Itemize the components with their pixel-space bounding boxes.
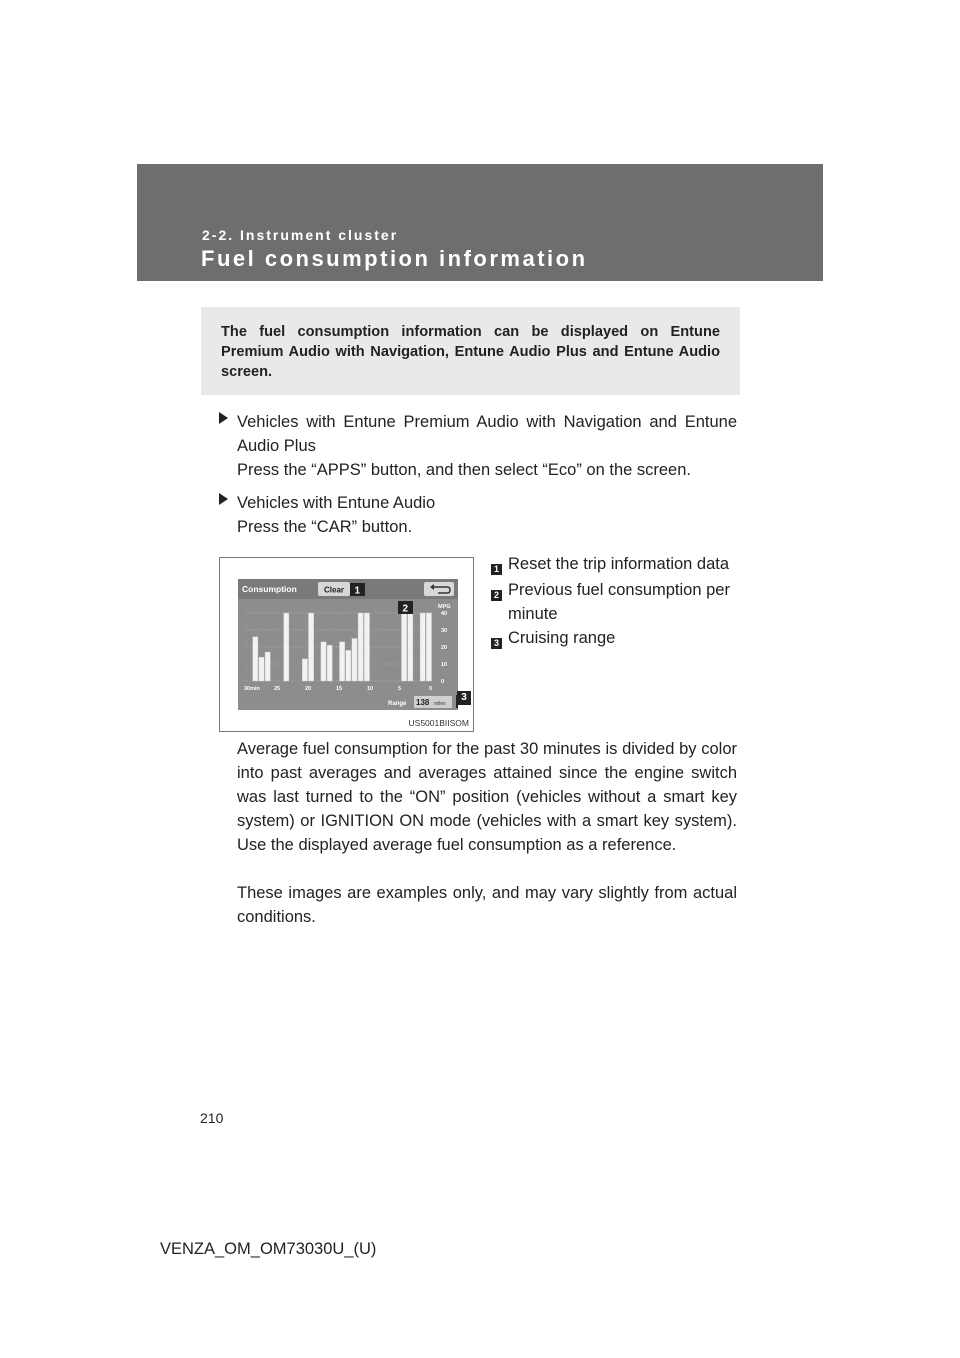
intro-box: The fuel consumption information can be displayed on Entune Premium Audio with Navigation, Entune Audio Plus and Entune Audio screen. bbox=[201, 307, 740, 395]
page-number: 210 bbox=[200, 1110, 224, 1126]
clear-button-label: Clear bbox=[324, 585, 345, 595]
x-tick-label: 5 bbox=[398, 686, 402, 692]
chart-bar bbox=[309, 613, 314, 681]
callout-3-box: 3 bbox=[457, 691, 471, 705]
bullet-arrow-icon bbox=[219, 493, 228, 505]
chart-bar bbox=[253, 637, 258, 681]
range-label: Range bbox=[388, 701, 407, 707]
x-tick-label: 0 bbox=[429, 686, 433, 692]
legend-num-2: 2 bbox=[491, 590, 502, 601]
chart-bar bbox=[302, 659, 307, 681]
unit-label: MPG bbox=[438, 604, 451, 610]
chart-bar bbox=[364, 613, 369, 681]
chart-bar bbox=[426, 613, 431, 681]
x-tick-label: 30min bbox=[244, 686, 260, 692]
legend-text-2: Previous fuel consumption per minute bbox=[508, 581, 730, 623]
bullet-item-1 bbox=[219, 411, 236, 430]
body-paragraph-2: These images are examples only, and may vary slightly from actual conditions. bbox=[237, 884, 737, 926]
chart-bar bbox=[346, 650, 351, 681]
bullet-1-heading: Vehicles with Entune Premium Audio with Navigation and Entune Audio Plus bbox=[237, 413, 737, 455]
chart-bar bbox=[321, 642, 326, 681]
x-tick-label: 25 bbox=[274, 686, 281, 692]
callout-1 bbox=[350, 583, 365, 597]
bullet-2-heading: Vehicles with Entune Audio bbox=[237, 494, 436, 512]
y-tick-label: 30 bbox=[441, 628, 448, 634]
bullet-item-2 bbox=[219, 492, 236, 511]
section-label: 2-2. Instrument cluster bbox=[202, 227, 399, 243]
range-unit: miles bbox=[434, 701, 446, 707]
chart-bar bbox=[259, 657, 264, 681]
svg-text:1: 1 bbox=[354, 585, 361, 597]
x-tick-label: 20 bbox=[305, 686, 312, 692]
chart-bar bbox=[352, 639, 357, 682]
bullet-1-text: Press the “APPS” button, and then select “Eco” on the screen. bbox=[237, 461, 691, 479]
legend-text-1: Reset the trip information data bbox=[508, 555, 730, 573]
chart-bar bbox=[420, 613, 425, 681]
y-tick-label: 0 bbox=[441, 679, 445, 685]
svg-text:2: 2 bbox=[402, 603, 409, 615]
figure-code: US5001BIISOM bbox=[408, 718, 469, 728]
legend-num-3: 3 bbox=[491, 638, 502, 649]
footer-code: VENZA_OM_OM73030U_(U) bbox=[160, 1240, 377, 1258]
y-tick-label: 20 bbox=[441, 645, 448, 651]
chart-bar bbox=[284, 613, 289, 681]
x-tick-label: 10 bbox=[367, 686, 374, 692]
chart-bar bbox=[408, 613, 413, 681]
chart-bar bbox=[265, 652, 270, 681]
consumption-screen bbox=[238, 579, 458, 710]
x-tick-label: 15 bbox=[336, 686, 343, 692]
body-paragraph-1: Average fuel consumption for the past 30 minutes is divided by color into past averages and averages attained since the engine switch was last turned to the “ON” position (vehicles without a smart key system) or IGNITION ON mode (vehicles with a smart key system). Use the displayed average fuel consumption as a reference. bbox=[237, 740, 737, 854]
chart-bar bbox=[402, 613, 407, 681]
legend-text-3: Cruising range bbox=[508, 629, 616, 647]
chart-bar bbox=[358, 613, 363, 681]
legend-num-1: 1 bbox=[491, 564, 502, 575]
consumption-screen-svg bbox=[238, 579, 458, 710]
chart-bar bbox=[340, 642, 345, 681]
bullet-2-text: Press the “CAR” button. bbox=[237, 518, 413, 536]
y-tick-label: 40 bbox=[441, 611, 448, 617]
page-title: Fuel consumption information bbox=[201, 246, 588, 271]
callout-2 bbox=[398, 601, 413, 615]
chart-bar bbox=[327, 645, 332, 681]
bullet-arrow-icon bbox=[219, 412, 228, 424]
screen-title: Consumption bbox=[242, 584, 297, 594]
y-tick-label: 10 bbox=[441, 662, 448, 668]
range-value: 138 bbox=[416, 698, 430, 707]
figure-frame bbox=[219, 557, 474, 732]
